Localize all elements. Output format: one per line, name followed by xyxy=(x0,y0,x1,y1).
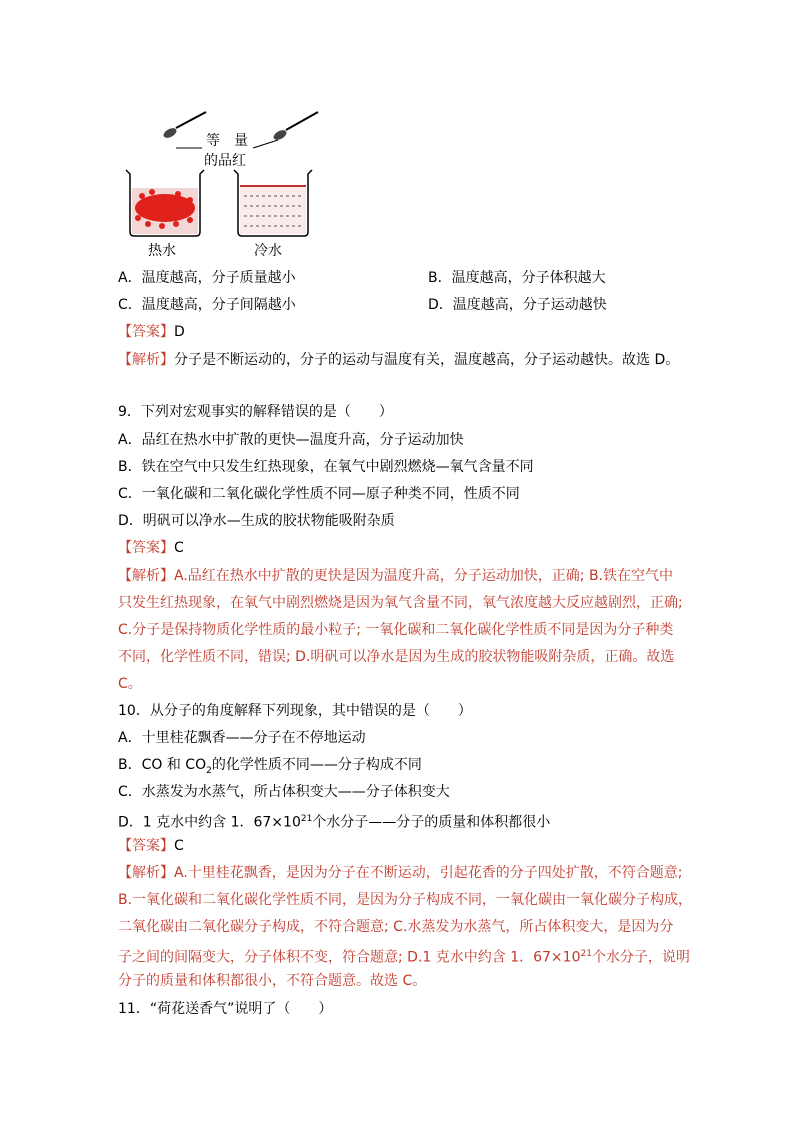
analysis-tag: 【解析】 xyxy=(118,865,174,881)
q9-analysis-line-1 xyxy=(118,566,673,586)
analysis-tag: 【解析】 xyxy=(118,568,174,584)
q10-option-b-rest: 的化学性质不同——分子构成不同 xyxy=(211,757,422,773)
analysis-text: 子之间的间隔变大，分子体积不变，符合题意; D.1 克水中约含 1．67×10 xyxy=(118,949,581,966)
q10-option-d xyxy=(118,809,550,833)
q9-option-d: D．明矾可以净水—生成的胶状物能吸附杂质 xyxy=(118,513,395,529)
analysis-tag: 【解析】 xyxy=(118,352,174,368)
q9-option-a: A．品红在热水中扩散的更快—温度升高，分子运动加快 xyxy=(118,432,464,448)
answer-value: C xyxy=(174,838,184,854)
analysis-text: A.品红在热水中扩散的更快是因为温度升高，分子运动加快，正确; B.铁在空气中 xyxy=(174,568,674,584)
q8-option-d: D．温度越高，分子运动越快 xyxy=(428,297,607,313)
q8-analysis xyxy=(118,350,679,370)
q10-analysis-line-3: 二氧化碳由二氧化碳分子构成，不符合题意; C.水蒸发为水蒸气，所占体积变大，是因为分 xyxy=(118,919,674,935)
q10-option-d-rest: 个水分子——分子的质量和体积都很小 xyxy=(312,814,551,831)
q10-option-c: C．水蒸发为水蒸气，所占体积变大——分子体积变大 xyxy=(118,784,450,800)
diffusion-figure xyxy=(118,100,338,265)
q10-analysis-line-5: 分子的质量和体积都很小，不符合题意。故选 C。 xyxy=(118,973,427,989)
q10-option-a: A．十里桂花飘香——分子在不停地运动 xyxy=(118,730,366,746)
q9-option-b: B．铁在空气中只发生红热现象，在氧气中剧烈燃烧—氧气含量不同 xyxy=(118,459,534,475)
q9-option-c: C．一氧化碳和二氧化碳化学性质不同—原子种类不同，性质不同 xyxy=(118,486,520,502)
left-spoon-icon xyxy=(162,112,206,148)
answer-tag: 【答案】 xyxy=(118,324,174,340)
q9-analysis-line-5: C。 xyxy=(118,676,142,692)
q10-analysis-line-4 xyxy=(118,944,690,968)
figure-label-equal-amount: 等 量 xyxy=(206,133,248,149)
superscript: 21 xyxy=(300,814,313,824)
answer-tag: 【答案】 xyxy=(118,838,174,854)
q9-answer xyxy=(118,538,184,558)
q10-analysis-line-2: B.一氧化碳和二氧化碳化学性质不同，是因为分子构成不同，一氧化碳由一氧化碳分子构成， xyxy=(118,892,693,908)
q9-stem: 9．下列对宏观事实的解释错误的是（ ） xyxy=(118,404,393,420)
q10-answer xyxy=(118,836,184,856)
answer-value: C xyxy=(174,540,184,556)
analysis-text-rest: 个水分子，说明 xyxy=(591,949,690,966)
subscript: 2 xyxy=(206,765,212,776)
q11-stem: 11．“荷花送香气”说明了（ ） xyxy=(118,1001,333,1017)
q9-analysis-line-3: C.分子是保持物质化学性质的最小粒子; 一氧化碳和二氧化碳化学性质不同是因为分子种类 xyxy=(118,622,674,638)
q8-option-c: C．温度越高，分子间隔越小 xyxy=(118,297,296,313)
answer-tag: 【答案】 xyxy=(118,540,174,556)
analysis-text: 分子是不断运动的，分子的运动与温度有关，温度越高，分子运动越快。故选 D。 xyxy=(174,352,680,368)
q10-option-b xyxy=(118,755,422,781)
figure-label-dye: 的品红 xyxy=(204,153,246,169)
q8-option-a: A．温度越高，分子质量越小 xyxy=(118,270,296,286)
q9-analysis-line-2: 只发生红热现象，在氧气中剧烈燃烧是因为氧气含量不同，氧气浓度越大反应越剧烈，正确; xyxy=(118,595,683,611)
q10-analysis-line-1 xyxy=(118,863,683,883)
q9-analysis-line-4: 不同，化学性质不同，错误; D.明矾可以净水是因为生成的胶状物能吸附杂质，正确。故选 xyxy=(118,649,675,665)
hot-water-beaker-icon xyxy=(126,170,204,236)
q8-option-b: B．温度越高，分子体积越大 xyxy=(428,270,606,286)
right-spoon-icon xyxy=(253,112,318,148)
cold-water-beaker-icon xyxy=(234,170,312,236)
cold-water-label: 冷水 xyxy=(254,243,282,259)
superscript: 21 xyxy=(580,949,592,959)
hot-water-label: 热水 xyxy=(148,243,176,259)
q10-option-b-text: B．CO 和 CO xyxy=(118,757,207,773)
q8-answer xyxy=(118,322,185,342)
q10-option-d-text: D．1 克水中约含 1．67×10 xyxy=(118,814,301,831)
q10-stem: 10．从分子的角度解释下列现象，其中错误的是（ ） xyxy=(118,703,472,719)
analysis-text: A.十里桂花飘香，是因为分子在不断运动，引起花香的分子四处扩散，不符合题意; xyxy=(174,865,683,881)
answer-value: D xyxy=(174,324,185,340)
